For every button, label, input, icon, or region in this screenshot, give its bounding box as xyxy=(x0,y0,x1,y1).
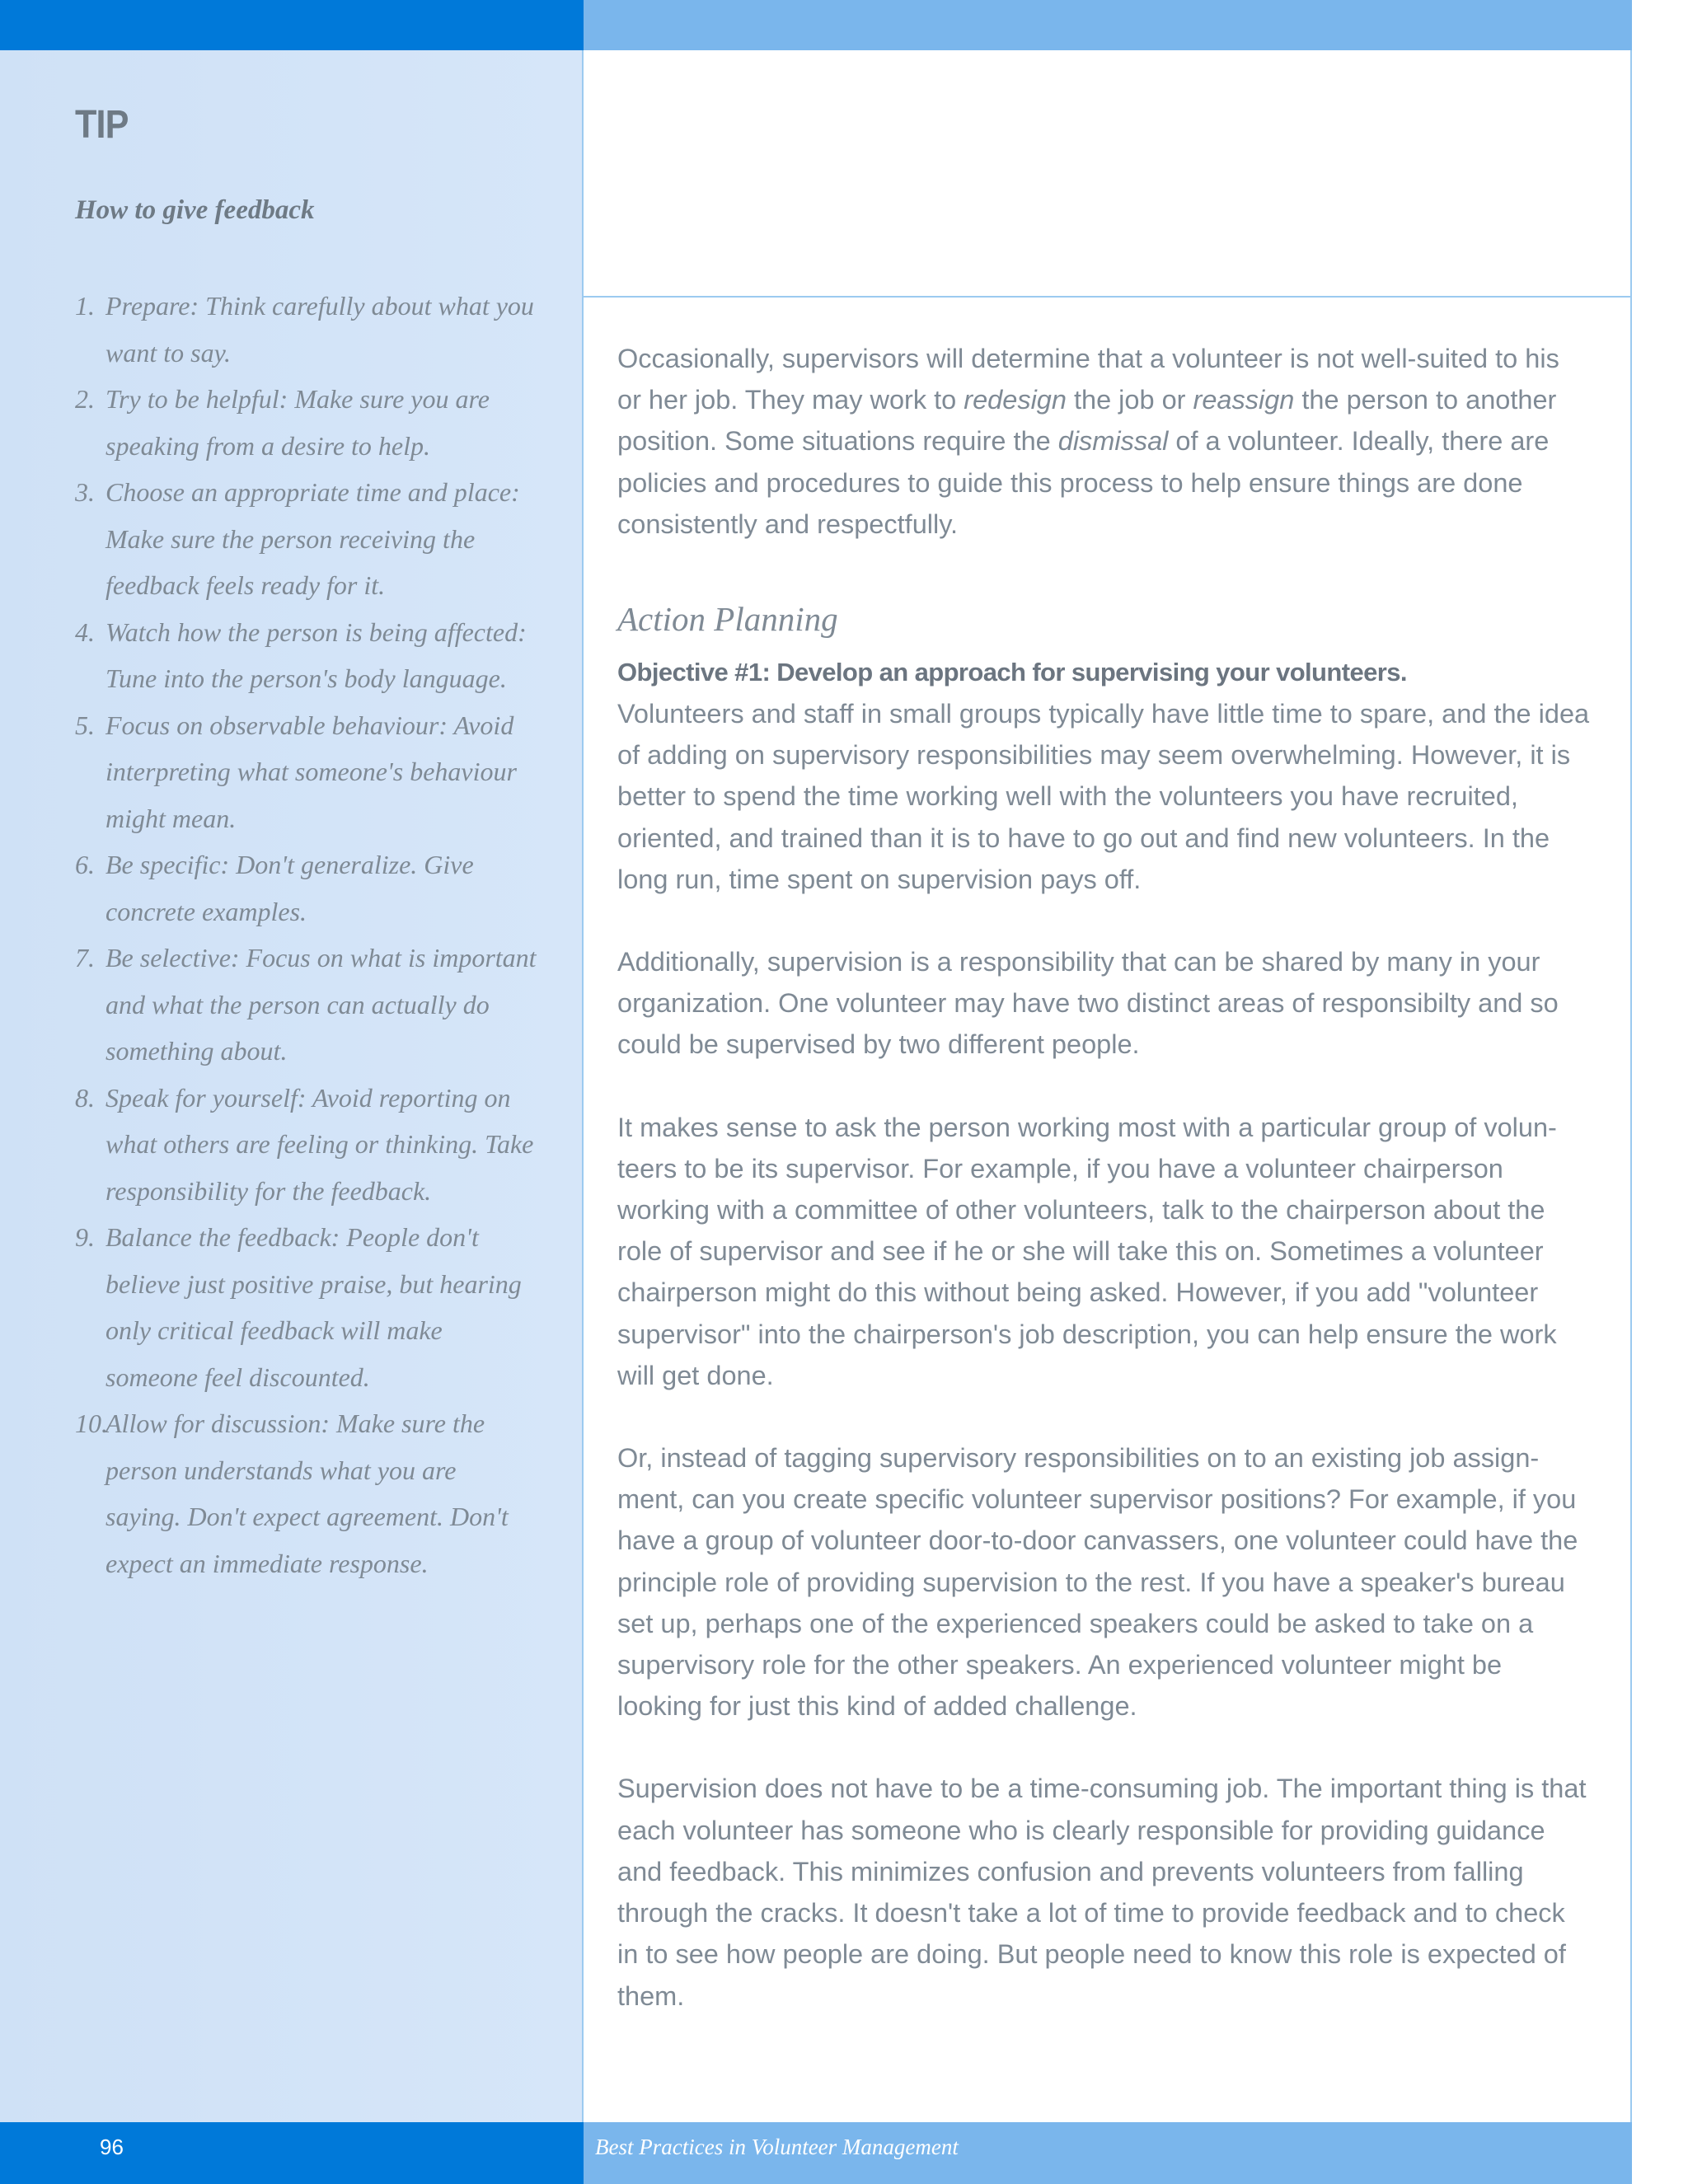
tip-item xyxy=(75,376,537,469)
tip-item-text: Focus on observable behaviour: Avoid interpreting what someone's behaviour might mean. xyxy=(106,710,517,833)
tip-item-number: 2. xyxy=(75,384,95,414)
tip-item-text: Try to be helpful: Make sure you are speaking from a desire to help. xyxy=(106,384,490,461)
page-number: 96 xyxy=(100,2135,124,2159)
tip-item-text: Speak for yourself: Avoid reporting on what others are feeling or thinking. Take responsibility for the feedback. xyxy=(106,1082,534,1206)
tip-item xyxy=(75,469,537,609)
body-paragraph: Supervision does not have to be a time-consuming job. The important thing is that each volunteer has someone who is clearly responsible for providing guidance and feedback. This minimizes confusion and prevents volunteers from falling through the cracks. It doesn't take a lot of time to provide feedback and to check in to see how people are doing. But people need to know this role is expected of them. xyxy=(617,1774,1587,2011)
tip-subtitle: How to give feedback xyxy=(75,195,315,225)
header-box-divider xyxy=(584,296,1632,298)
tip-item-number: 1. xyxy=(75,291,95,321)
intro-emphasis-redesign: redesign xyxy=(964,385,1067,415)
intro-text-2: the job or xyxy=(1066,385,1193,415)
top-bar-left xyxy=(0,0,584,50)
tip-item xyxy=(75,1075,537,1215)
tip-list xyxy=(75,283,537,1586)
top-bar-right xyxy=(584,0,1632,50)
tip-item-text: Prepare: Think carefully about what you want to say. xyxy=(106,291,534,368)
main-content xyxy=(617,338,1590,2017)
intro-text-1: Occasionally, supervisors will determine that a volunteer is not well-suited to his or her job. They may work to xyxy=(617,344,1559,415)
footer-bar-left xyxy=(0,2122,584,2184)
section-heading-action-planning: Action Planning xyxy=(617,600,838,639)
tip-item-number: 7. xyxy=(75,943,95,972)
tip-item-text: Choose an appropriate time and place: Make sure the person receiving the feedback feels ready for it. xyxy=(106,477,520,600)
intro-paragraph xyxy=(617,338,1590,545)
tip-item-number: 5. xyxy=(75,710,95,740)
tip-item xyxy=(75,609,537,702)
tip-item-number: 10. xyxy=(75,1408,108,1438)
objective-heading: Objective #1: Develop an approach for supervising your volunteers. xyxy=(617,658,1407,687)
body-paragraph: It makes sense to ask the person working most with a particular group of volun- teers to be its supervisor. For example, if you have a volunteer chairperson working with a committee of other volunteers, talk to the chairperson about the role of supervisor and see if he or she will take this on. Sometimes a volunteer chairperson might do this without being asked. However, if you add "volunteer supervisor" into the chairperson's job description, you can help ensure the work will get done. xyxy=(617,1112,1557,1390)
tip-item xyxy=(75,1400,537,1586)
intro-text-3: the person to another position. Some situations require the xyxy=(617,385,1557,457)
body-paragraph: Or, instead of tagging supervisory responsibilities on to an existing job assign- ment, can you create specific volunteer supervisor positions? For example, if you have a group of volunteer door-to-door canvassers, one volunteer could have the principle role of providing supervision to the rest. If you have a speaker's bureau set up, perhaps one of the experienced speakers could be asked to take on a supervisory role for the other speakers. An experienced volunteer might be looking for just this kind of added challenge. xyxy=(617,1443,1578,1722)
tip-item-number: 4. xyxy=(75,616,95,647)
tip-item xyxy=(75,935,537,1075)
tip-item xyxy=(75,1214,537,1400)
tip-item-text: Be selective: Focus on what is important and what the person can actually do something about. xyxy=(106,943,537,1066)
tip-item-text: Watch how the person is being affected: Tune into the person's body language. xyxy=(106,616,527,693)
intro-emphasis-reassign: reassign xyxy=(1193,385,1295,415)
tip-item xyxy=(75,283,537,376)
intro-text-4: of a volunteer. Ideally, there are policies and procedures to guide this process to help ensure things are done consistently and respectfully. xyxy=(617,426,1550,539)
body-paragraph: Additionally, supervision is a responsibility that can be shared by many in your organization. One volunteer may have two distinct areas of responsibilty and so could be supervised by two different people. xyxy=(617,947,1559,1060)
tip-item-text: Allow for discussion: Make sure the person understands what you are saying. Don't expect agreement. Don't expect an immediate response. xyxy=(106,1408,509,1578)
tip-item-number: 6. xyxy=(75,850,95,879)
tip-item-number: 9. xyxy=(75,1222,95,1252)
tip-item xyxy=(75,702,537,842)
tip-item-number: 3. xyxy=(75,477,95,507)
tip-item-number: 8. xyxy=(75,1082,95,1113)
body-paragraph: Volunteers and staff in small groups typically have little time to spare, and the idea of adding on supervisory responsibilities may seem overwhelming. However, it is better to spend the time working well with the volunteers you have recruited, oriented, and trained than it is to have to go out and find new volunteers. In the long run, time spent on supervision pays off. xyxy=(617,699,1590,894)
tip-heading: TIP xyxy=(75,103,129,147)
tip-item-text: Balance the feedback: People don't believe just positive praise, but hearing only critical feedback will make someone feel discounted. xyxy=(106,1222,522,1392)
intro-emphasis-dismissal: dismissal xyxy=(1057,426,1169,457)
footer-publication-title: Best Practices in Volunteer Management xyxy=(595,2135,959,2159)
tip-item-text: Be specific: Don't generalize. Give concrete examples. xyxy=(106,850,474,926)
tip-item xyxy=(75,841,537,935)
